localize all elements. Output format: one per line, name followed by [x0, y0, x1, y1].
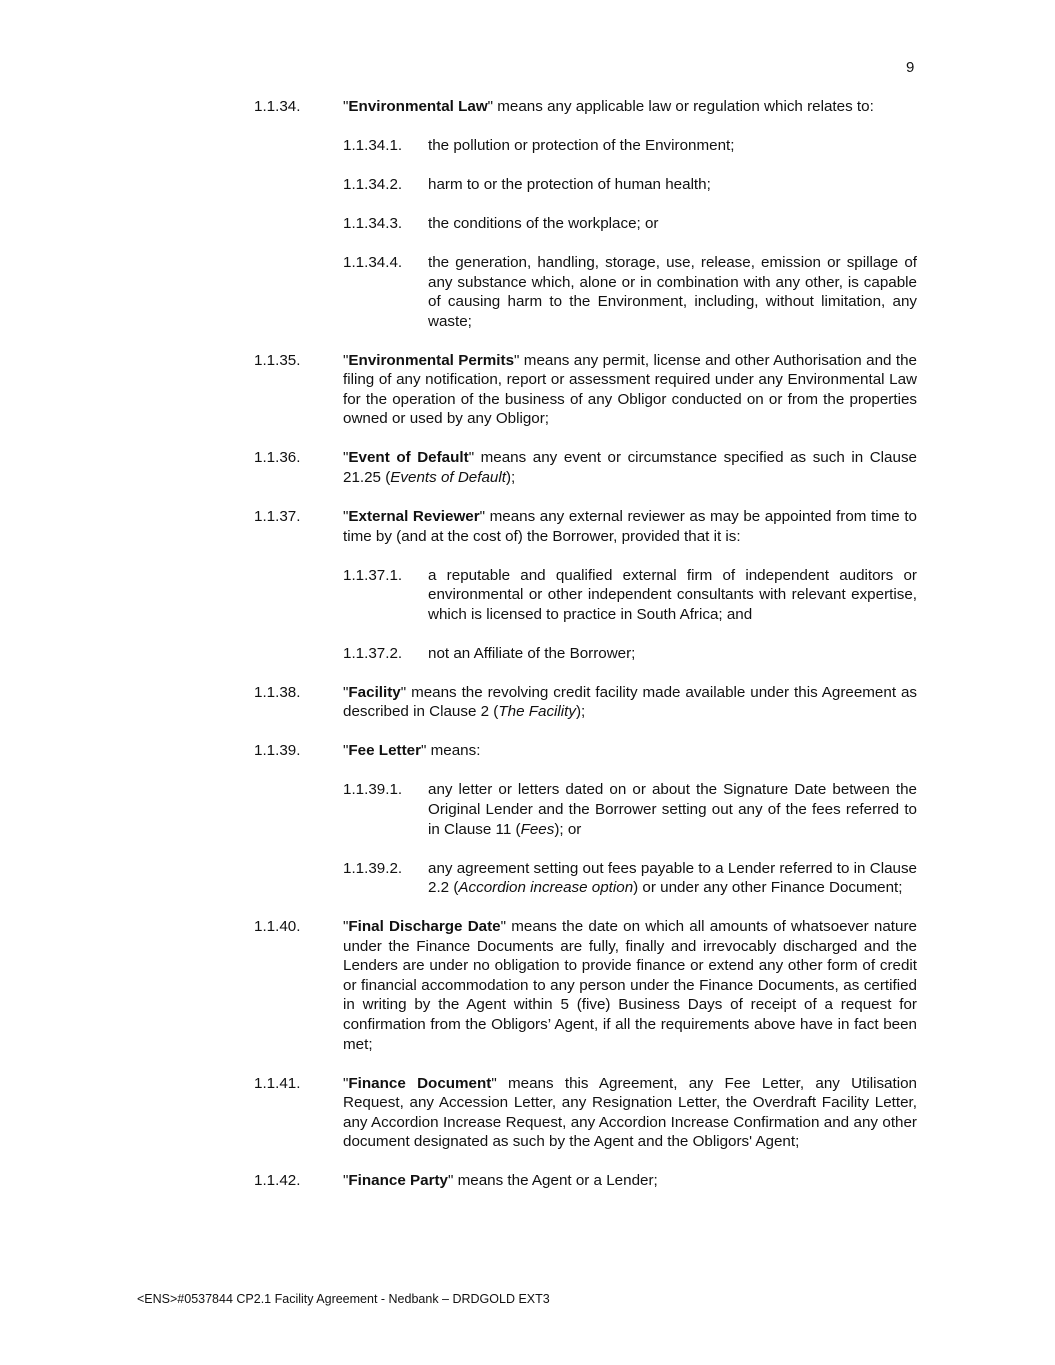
clause-reference: Accordion increase option [458, 879, 634, 897]
defined-term: External Reviewer [348, 508, 480, 526]
subclause-number: 1.1.37.1. [343, 566, 403, 584]
clause-number: 1.1.38. [254, 683, 301, 701]
definitions-list [254, 97, 917, 1210]
subclause-1-1-34-2 [343, 175, 917, 195]
subclause-text-end: ); or [554, 820, 582, 838]
definition-text: " means the date on which all amounts of whatsoever nature under the Finance Documents are fully, finally and irrevocably discharged and the Lenders are under no obligation to provide finance or extend any other form of credit or financial accommodation to any person under the Finance Documents, as certified in writing by the Agent within 5 (five) Business Days of receipt of a request for confirmation from the Obligors’ Agent, if all the requirements above have in fact been met; [343, 918, 917, 1053]
clause-text: "Fee Letter" means: [343, 742, 481, 760]
subclause-text: not an Affiliate of the Borrower; [428, 644, 636, 662]
clause-1-1-41 [254, 1074, 917, 1152]
subclause-number: 1.1.34.1. [343, 136, 403, 154]
subclause-text-start: any letter or letters dated on or about the Signature Date between the Original Lender and the Borrower setting out any of the fees referred to in Clause 11 ( [428, 781, 917, 838]
subclause-text-end: ) or under any other Finance Document; [633, 879, 903, 897]
subclause-1-1-37-2 [343, 644, 917, 664]
clause-text: "External Reviewer" means any external reviewer as may be appointed from time to time by (and at the cost of) the Borrower, provided that it is: [343, 508, 917, 545]
subclause-number: 1.1.39.2. [343, 859, 403, 877]
clause-reference: The Facility [498, 703, 576, 721]
subclause-text: harm to or the protection of human health; [428, 175, 711, 193]
subclause-1-1-39-1 [343, 780, 917, 839]
clause-text: "Environmental Law" means any applicable law or regulation which relates to: [343, 98, 874, 115]
subclause-number: 1.1.34.3. [343, 214, 403, 232]
definition-text: " means: [421, 742, 481, 760]
subclause-1-1-37-1 [343, 566, 917, 625]
clause-number: 1.1.36. [254, 449, 301, 467]
clause-1-1-42 [254, 1171, 917, 1191]
subclause-text: the conditions of the workplace; or [428, 214, 659, 232]
clause-reference: Fees [520, 820, 555, 838]
subclause-text: a reputable and qualified external firm of independent auditors or environmental or other independent consultants with relevant expertise, which is licensed to practice in South Africa; and [428, 566, 917, 623]
subclause-number: 1.1.34.4. [343, 253, 403, 271]
clause-1-1-37 [254, 507, 917, 663]
definition-text-end: ); [505, 469, 516, 487]
subclause-text: the pollution or protection of the Environment; [428, 136, 735, 154]
clause-text: "Final Discharge Date" means the date on which all amounts of whatsoever nature under the Finance Documents are fully, finally and irrevocably discharged and the Lenders are under no obligation to provide finance or extend any other form of credit or financial accommodation to any person under the Finance Documents, as certified in writing by the Agent within 5 (five) Business Days of receipt of a request for confirmation from the Obligors’ Agent, if all the requirements above have in fact been met; [343, 918, 917, 1053]
subclause-text: the generation, handling, storage, use, release, emission or spillage of any substance which, alone or in combination with any other, is capable of causing harm to the Environment, including, without limitation, any waste; [428, 253, 917, 330]
clause-1-1-35 [254, 351, 917, 429]
clause-number: 1.1.35. [254, 351, 301, 369]
clause-1-1-34 [254, 97, 917, 331]
defined-term: Finance Document [348, 1074, 492, 1092]
definition-text: " means any event or circumstance specified as such in Clause 21.25 ( [343, 449, 917, 487]
clause-text: "Environmental Permits" means any permit, license and other Authorisation and the filing of any notification, report or assessment required under any Environmental Law for the operation of the business of any Obligor conducted on or from the properties owned or used by any Obligor; [343, 351, 917, 428]
subclause-text [428, 780, 917, 839]
clause-text: "Facility" means the revolving credit facility made available under this Agreement as described in Clause 2 (The Facility); [343, 683, 917, 721]
clause-1-1-36 [254, 448, 917, 487]
clause-number: 1.1.42. [254, 1172, 301, 1190]
clause-1-1-40 [254, 917, 917, 1054]
definition-text-end: ); [576, 703, 586, 721]
clause-number: 1.1.40. [254, 918, 301, 936]
subclause-number: 1.1.37.2. [343, 644, 403, 662]
clause-text: "Finance Party" means the Agent or a Lender; [343, 1172, 658, 1190]
defined-term: Event of Default [348, 449, 469, 467]
subclause-1-1-34-3 [343, 214, 917, 234]
defined-term: Fee Letter [348, 742, 421, 760]
defined-term: Environmental Permits [348, 351, 515, 369]
clause-1-1-38 [254, 683, 917, 722]
subclause-number: 1.1.39.1. [343, 781, 403, 799]
definition-text: " means the revolving credit facility made available under this Agreement as described in Clause 2 ( [343, 683, 917, 721]
definition-text: " means the Agent or a Lender; [448, 1172, 658, 1190]
defined-term: Environmental Law [348, 98, 488, 115]
subclause-1-1-39-2 [343, 859, 917, 898]
defined-term: Final Discharge Date [348, 918, 501, 936]
document-footer: <ENS>#0537844 CP2.1 Facility Agreement - Nedbank – DRDGOLD EXT3 [137, 1292, 550, 1306]
definition-text: " means this Agreement, any Fee Letter, any Utilisation Request, any Accession Letter, any Resignation Letter, the Overdraft Facility Letter, any Accordion Increase Request, any Accordion Increase Confirmation and any other document designated as such by the Agent and the Obligors' Agent; [343, 1074, 917, 1151]
clause-number: 1.1.39. [254, 742, 301, 760]
clause-number: 1.1.37. [254, 508, 301, 526]
subclause-number: 1.1.34.2. [343, 175, 403, 193]
clause-number: 1.1.34. [254, 98, 301, 115]
page-number: 9 [906, 59, 915, 76]
definition-text: " means any permit, license and other Authorisation and the filing of any notification, report or assessment required under any Environmental Law for the operation of the business of any Obligor conducted on or from the properties owned or used by any Obligor; [343, 351, 917, 428]
clause-number: 1.1.41. [254, 1074, 301, 1092]
clause-1-1-39 [254, 741, 917, 897]
definition-text: " means any external reviewer as may be appointed from time to time by (and at the cost of) the Borrower, provided that it is: [343, 508, 917, 545]
subclause-1-1-34-4 [343, 253, 917, 331]
clause-text: "Finance Document" means this Agreement, any Fee Letter, any Utilisation Request, any Accession Letter, any Resignation Letter, the Overdraft Facility Letter, any Accordion Increase Request, any Accordion Increase Confirmation and any other document designated as such by the Agent and the Obligors' Agent; [343, 1074, 917, 1151]
subclause-text-start: any agreement setting out fees payable to a Lender referred to in Clause 2.2 ( [428, 859, 917, 897]
subclause-text [428, 859, 917, 898]
definition-text: " means any applicable law or regulation which relates to: [487, 98, 874, 115]
clause-text: "Event of Default" means any event or circumstance specified as such in Clause 21.25 (Events of Default); [343, 449, 917, 487]
defined-term: Finance Party [348, 1172, 449, 1190]
defined-term: Facility [348, 683, 401, 701]
subclause-1-1-34-1 [343, 136, 917, 156]
clause-reference: Events of Default [390, 469, 506, 487]
